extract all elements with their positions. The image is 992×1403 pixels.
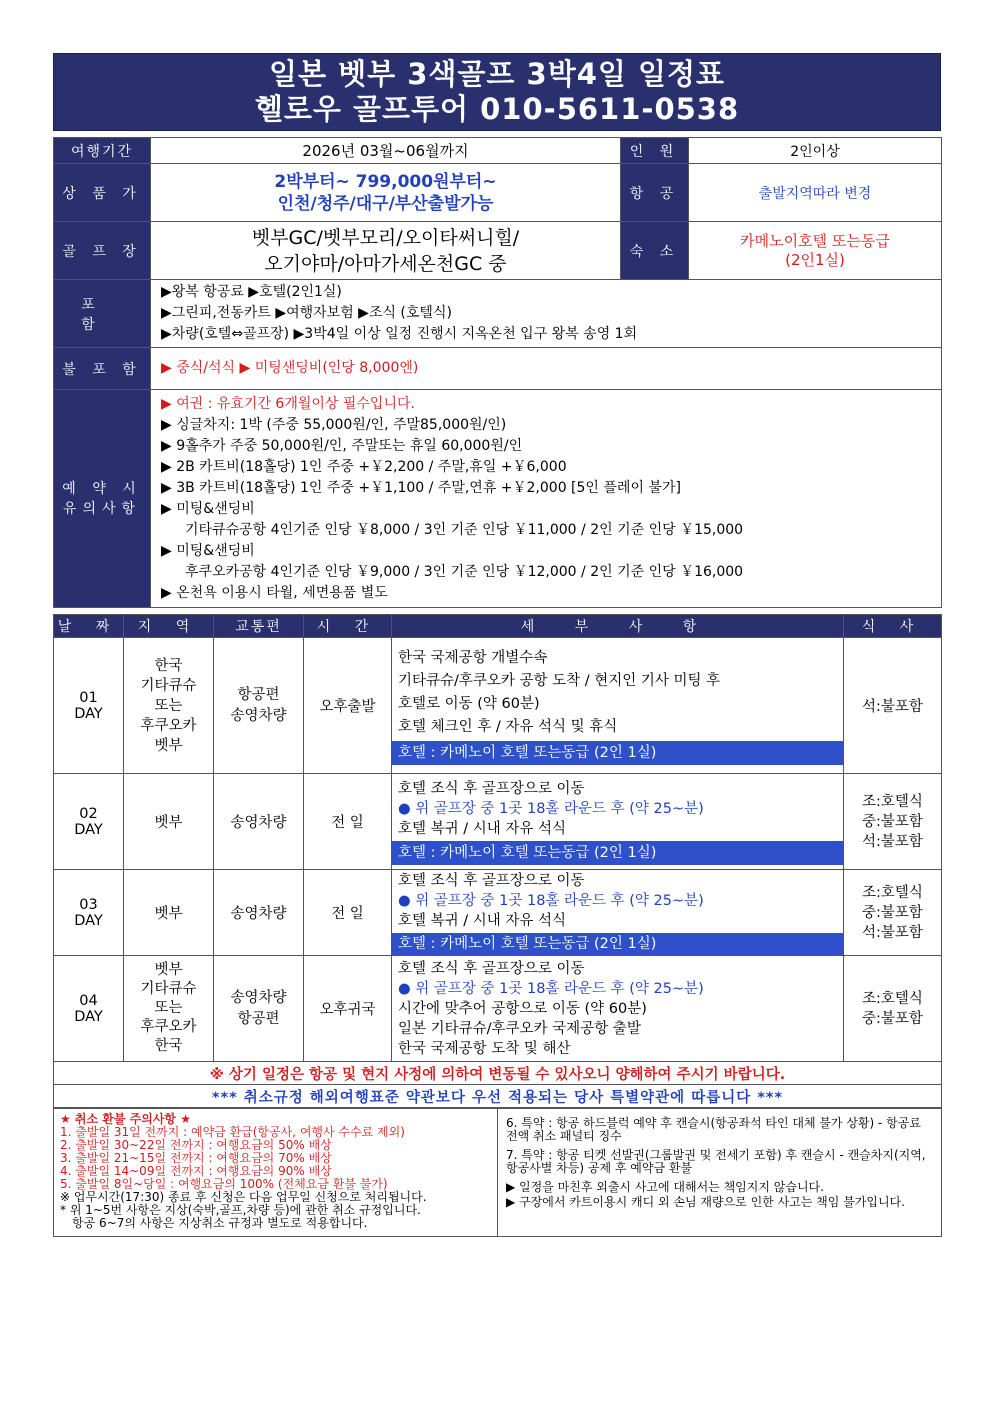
transport-cell	[214, 956, 304, 1062]
cancel-item: 4. 출발일 14~09일 전까지 : 여행요금의 90% 배상	[60, 1164, 332, 1178]
detail-line: 한국 국제공항 개별수속	[398, 649, 548, 666]
region-cell: 벳부	[124, 774, 214, 870]
day-suffix: DAY	[74, 705, 103, 722]
transport-cell: 송영차량	[214, 870, 304, 956]
special-term: ▶ 일정을 마친후 외출시 사고에 대해서는 책임지지 않습니다.	[506, 1180, 824, 1194]
schedule-notice: ※ 상기 일정은 항공 및 현지 사정에 의하여 변동될 수 있사오니 양해하여 주시기 바랍니다.	[54, 1062, 942, 1085]
notes-item: 기타큐슈공항 4인기준 인당 ￥8,000 / 3인 기준 인당 ￥11,000 / 2인 기준 인당 ￥15,000	[185, 521, 744, 538]
schedule-header: 지 역	[124, 615, 214, 638]
notes-label-line: 예 약 시	[62, 480, 142, 497]
detail-line: 호텔 조식 후 골프장으로 이동	[398, 780, 585, 797]
detail-cell	[392, 956, 844, 1062]
day-number: 04	[79, 992, 98, 1009]
include-label: 포 함	[54, 280, 151, 348]
transport-line: 항공편	[237, 1010, 280, 1027]
notes-item: ▶ 온천욕 이용시 타월, 세면용품 별도	[161, 584, 388, 601]
notes-item: ▶ 미팅&샌딩비	[161, 542, 255, 559]
region-line: 기타큐슈	[140, 981, 197, 997]
special-term: 6. 특약 : 항공 하드블럭 예약 후 캔슬시(항공좌석 타인 대체 불가 상황) - 항공료 전액 취소 패널티 징수	[506, 1116, 921, 1143]
time-cell: 오후귀국	[304, 956, 392, 1062]
cancel-rules	[54, 1109, 498, 1237]
include-item: ▶차량(호텔⇔골프장) ▶3박4일 이상 일정 진행시 지옥온천 입구 왕복 송영 1회	[161, 326, 638, 342]
hotel-cell	[689, 222, 942, 280]
detail-line: 호텔 체크인 후 / 자유 석식 및 휴식	[398, 718, 618, 735]
notes-item: ▶ 미팅&샌딩비	[161, 500, 255, 517]
day-row	[54, 956, 942, 1062]
include-list	[151, 280, 942, 348]
day-number: 03	[79, 896, 98, 913]
contact-title: 헬로우 골프투어 010-5611-0538	[254, 92, 740, 126]
cancel-extra: ※ 업무시간(17:30) 종료 후 신청은 다음 업무일 신청으로 처리됩니다.	[60, 1190, 427, 1204]
meal-cell	[844, 774, 942, 870]
hotel-label: 숙 소	[621, 222, 689, 280]
region-line: 또는	[154, 1000, 183, 1016]
notes-item: ▶ 싱글차지: 1박 (주중 55,000원/인, 주말85,000원/인)	[161, 416, 507, 433]
meal-line: 중:불포함	[862, 813, 923, 830]
day-cell	[54, 774, 124, 870]
meal-line: 석:불포함	[862, 833, 923, 850]
transport-line: 송영차량	[230, 989, 287, 1006]
transport-cell: 송영차량	[214, 774, 304, 870]
exclude-value: ▶ 중식/석식 ▶ 미팅샌딩비(인당 8,000엔)	[151, 348, 942, 390]
detail-line: ● 위 골프장 중 1곳 18홀 라운드 후 (약 25~분)	[398, 892, 704, 909]
region-cell: 벳부	[124, 870, 214, 956]
meal-line: 조:호텔식	[862, 884, 923, 901]
people-label: 인 원	[621, 138, 689, 164]
day-cell	[54, 638, 124, 774]
title-banner	[53, 53, 941, 131]
region-line: 벳부	[154, 962, 183, 978]
detail-line: 호텔 조식 후 골프장으로 이동	[398, 960, 585, 977]
meal-cell	[844, 956, 942, 1062]
schedule-header: 식 사	[844, 615, 942, 638]
detail-line: 호텔 복귀 / 시내 자유 석식	[398, 820, 567, 837]
meal-line: 중:불포함	[862, 904, 923, 921]
schedule-header: 날 짜	[54, 615, 124, 638]
detail-line: 한국 국제공항 도착 및 해산	[398, 1040, 571, 1057]
notes-item: 후쿠오카공항 4인기준 인당 ￥9,000 / 3인 기준 인당 ￥12,000 / 2인 기준 인당 ￥16,000	[185, 563, 744, 580]
schedule-header: 시 간	[304, 615, 392, 638]
region-line: 또는	[154, 697, 183, 714]
transport-line: 송영차량	[230, 707, 287, 724]
schedule-header: 세 부 사 항	[392, 615, 844, 638]
hotel-bar: 호텔 : 카메노이 호텔 또는동급 (2인 1실)	[392, 741, 843, 765]
detail-line: 일본 기타큐슈/후쿠오카 국제공항 출발	[398, 1020, 641, 1037]
cancel-item: 1. 출발일 31일 전까지 : 예약금 환급(항공사, 여행사 수수료 제외)	[60, 1125, 405, 1139]
price-line: 2박부터~ 799,000원부터~	[274, 171, 497, 192]
air-label: 항 공	[621, 164, 689, 222]
detail-line: 호텔 조식 후 골프장으로 이동	[398, 872, 585, 889]
departure-line: 인천/청주/대구/부산출발가능	[277, 193, 494, 214]
day-number: 01	[79, 689, 98, 706]
period-value: 2026년 03월~06월까지	[151, 138, 621, 164]
day-suffix: DAY	[74, 821, 103, 838]
meal-line: 조:호텔식	[862, 793, 923, 810]
page-title: 일본 벳부 3색골프 3박4일 일정표	[268, 57, 726, 91]
region-line: 한국	[154, 1038, 183, 1054]
notes-list	[151, 390, 942, 608]
itinerary-page	[53, 53, 941, 1237]
air-value: 출발지역따라 변경	[689, 164, 942, 222]
region-line: 후쿠오카	[140, 717, 197, 734]
cancel-title: ★ 취소 환불 주의사항 ★	[60, 1112, 191, 1126]
region-line: 기타큐슈	[140, 677, 197, 694]
cancel-item: 2. 출발일 30~22일 전까지 : 여행요금의 50% 배상	[60, 1138, 332, 1152]
meal-line: 석:불포함	[862, 924, 923, 941]
day-row	[54, 638, 942, 774]
detail-line: 기타큐슈/후쿠오카 공항 도착 / 현지인 기사 미팅 후	[398, 672, 721, 689]
include-item: ▶그린피,전동카트 ▶여행자보험 ▶조식 (호텔식)	[161, 305, 452, 321]
time-cell: 전 일	[304, 870, 392, 956]
schedule-table	[53, 614, 942, 1108]
golf-line: 벳부GC/벳부모리/오이타써니힐/	[251, 226, 520, 249]
transport-cell	[214, 638, 304, 774]
day-suffix: DAY	[74, 912, 103, 929]
hotel-room: (2인1실)	[785, 250, 845, 269]
cancel-policy-notice: *** 취소규정 해외여행표준 약관보다 우선 적용되는 당사 특별약관에 따릅니다 ***	[54, 1085, 942, 1108]
meal-line: 석:불포함	[862, 699, 923, 715]
info-table	[53, 137, 942, 608]
region-line: 벳부	[154, 737, 183, 754]
day-number: 02	[79, 805, 98, 822]
region-cell	[124, 956, 214, 1062]
time-cell: 전 일	[304, 774, 392, 870]
period-label: 여행기간	[54, 138, 151, 164]
price-label: 상 품 가	[54, 164, 151, 222]
cancel-item: 5. 출발일 8일~당일 : 여행요금의 100% (전체요금 환불 불가)	[60, 1177, 388, 1191]
detail-line: ● 위 골프장 중 1곳 18홀 라운드 후 (약 25~분)	[398, 800, 704, 817]
detail-line: 호텔 복귀 / 시내 자유 석식	[398, 912, 567, 929]
day-row	[54, 870, 942, 956]
detail-cell	[392, 774, 844, 870]
notes-item: ▶ 9홀추가 주중 50,000원/인, 주말또는 휴일 60,000원/인	[161, 437, 523, 454]
hotel-bar: 호텔 : 카메노이 호텔 또는동급 (2인 1실)	[392, 933, 843, 955]
cancel-table	[53, 1108, 942, 1237]
detail-cell	[392, 870, 844, 956]
day-cell	[54, 870, 124, 956]
golf-cell	[151, 222, 621, 280]
people-value: 2인이상	[689, 138, 942, 164]
include-item: ▶왕복 항공료 ▶호텔(2인1실)	[161, 284, 342, 300]
detail-line: 시간에 맞추어 공항으로 이동 (약 60분)	[398, 1000, 647, 1017]
notes-item: ▶ 여권 : 유효기간 6개월이상 필수입니다.	[161, 395, 415, 412]
special-term: ▶ 구장에서 카트이용시 캐디 외 손님 재량으로 인한 사고는 책임 불가입니다.	[506, 1195, 905, 1209]
schedule-header: 교통편	[214, 615, 304, 638]
detail-cell	[392, 638, 844, 774]
region-line: 한국	[154, 657, 183, 674]
meal-line: 중:불포함	[862, 1010, 923, 1027]
notes-item: ▶ 3B 카트비(18홀당) 1인 주중 +￥1,100 / 주말,연휴 +￥2,000 [5인 플레이 불가]	[161, 479, 681, 496]
meal-line: 조:호텔식	[862, 990, 923, 1007]
golf-line: 오기야마/아마가세온천GC 중	[264, 252, 507, 275]
notes-item: ▶ 2B 카트비(18홀당) 1인 주중 +￥2,200 / 주말,휴일 +￥6,000	[161, 458, 567, 475]
special-terms	[498, 1109, 942, 1237]
detail-line: ● 위 골프장 중 1곳 18홀 라운드 후 (약 25~분)	[398, 980, 704, 997]
notes-label-line: 유의사항	[62, 500, 142, 517]
meal-cell	[844, 870, 942, 956]
hotel-name: 카메노이호텔 또는동급	[740, 231, 890, 250]
region-line: 후쿠오카	[140, 1019, 197, 1035]
day-suffix: DAY	[74, 1008, 103, 1025]
exclude-label: 불 포 함	[54, 348, 151, 390]
price-cell	[151, 164, 621, 222]
detail-line: 호텔로 이동 (약 60분)	[398, 695, 540, 712]
hotel-bar: 호텔 : 카메노이 호텔 또는동급 (2인 1실)	[392, 841, 843, 865]
cancel-extra: 항공 6~7의 사항은 지상취소 규정과 별도로 적용합니다.	[72, 1216, 368, 1230]
golf-label: 골 프 장	[54, 222, 151, 280]
day-row	[54, 774, 942, 870]
cancel-extra: * 위 1~5번 사항은 지상(숙박,골프,차량 등)에 관한 취소 규정입니다.	[60, 1203, 421, 1217]
time-cell: 오후출발	[304, 638, 392, 774]
transport-line: 항공편	[237, 686, 280, 703]
notes-label	[54, 390, 151, 608]
special-term: 7. 특약 : 항공 티켓 선발권(그룹발권 및 전세기 포함) 후 캔슬시 - 캔슬차지(지역, 항공사별 차등) 공제 후 예약금 환불	[506, 1148, 926, 1175]
cancel-item: 3. 출발일 21~15일 전까지 : 여행요금의 70% 배상	[60, 1151, 332, 1165]
meal-cell	[844, 638, 942, 774]
region-cell	[124, 638, 214, 774]
day-cell	[54, 956, 124, 1062]
